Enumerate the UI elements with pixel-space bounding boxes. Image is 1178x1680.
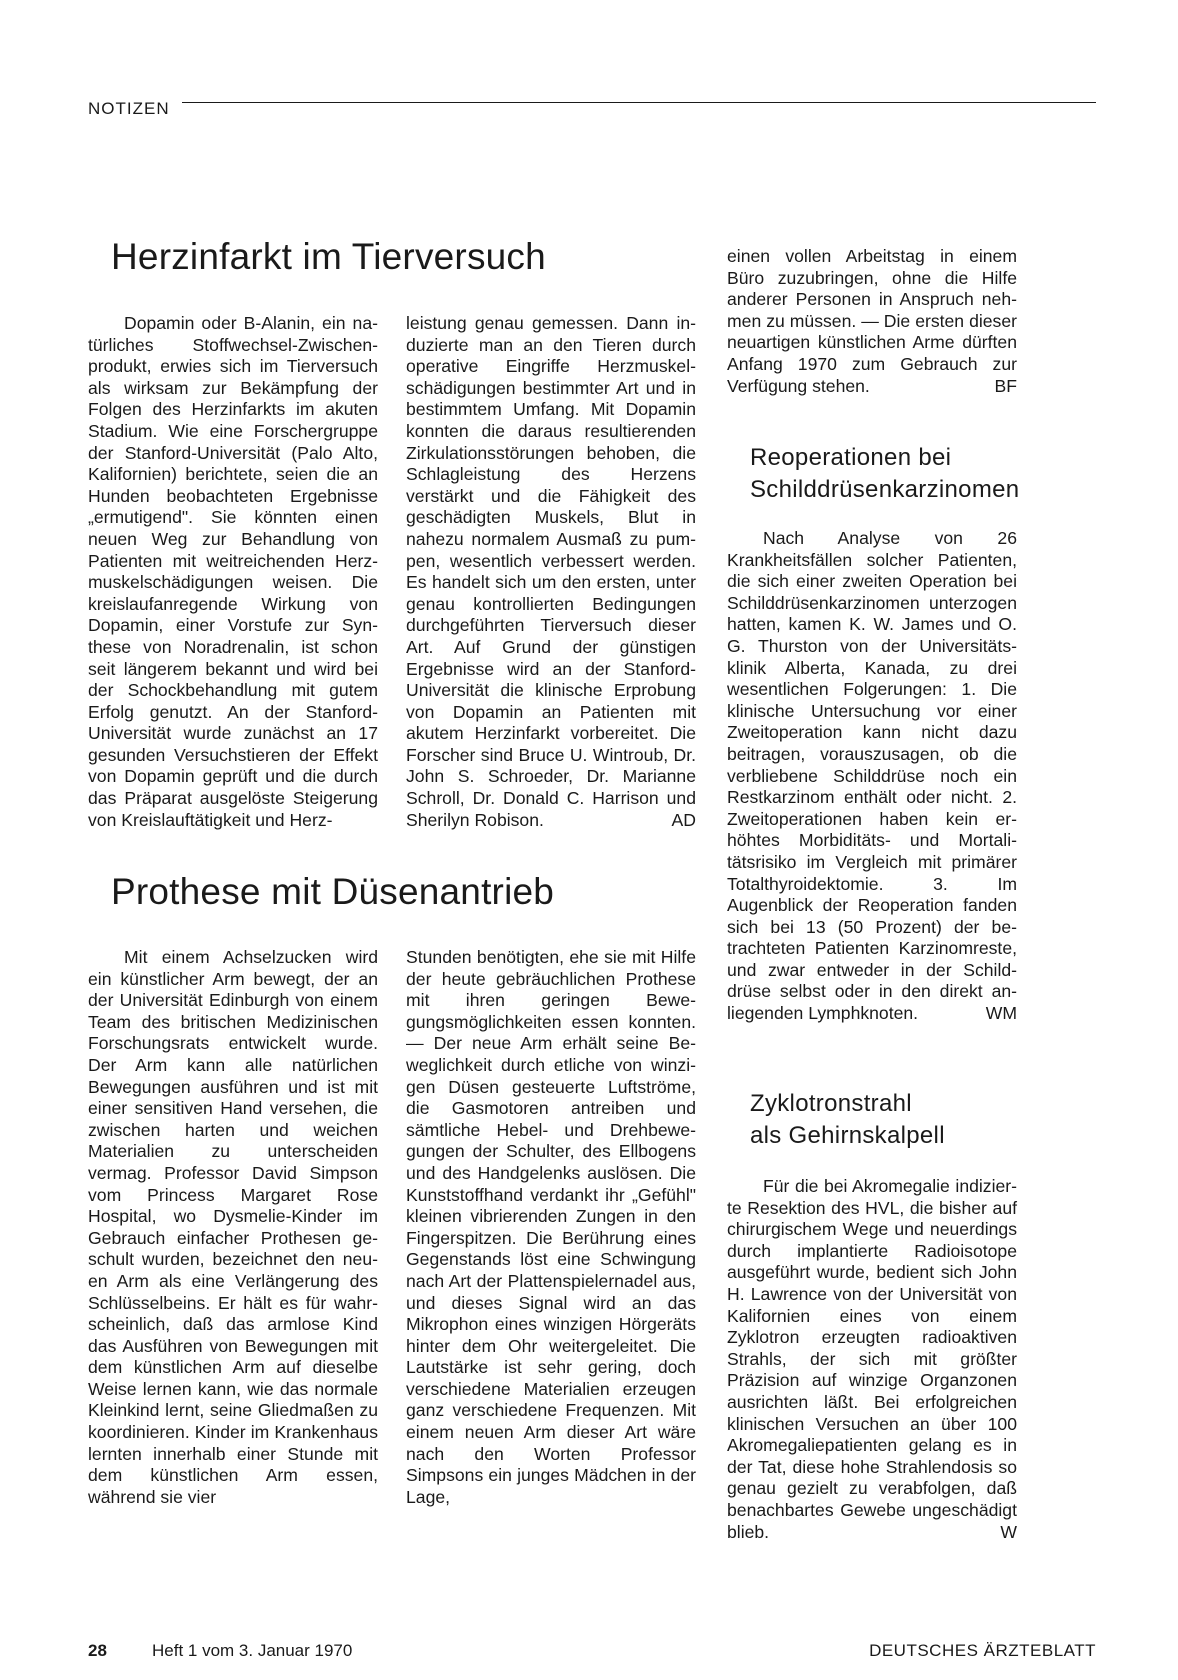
article-body-text: Dopamin oder B-Alanin, ein natürliches Stoffwechsel-Zwischenprodukt, erwies sich im Tierversuch als wirksam zur Bekämpfung der Folgen des Herzinfarkts im akuten Stadium. Wie eine Forschergruppe der Stanford-Universität (Palo Alto, Kalifornien) berichtete, seien die an Hunden beobachteten Ergebnisse „ermutigend". Sie könnten einen neuen Weg zur Behandlung von Patienten mit weitreichenden Herzmuskelschädigungen weisen. Die kreislaufanregende Wirkung von Dopamin, einer Vorstufe zur Synthese von Noradrenalin, ist schon seit längerem bekannt und wird bei der Schockbehandlung mit gutem Erfolg genutzt. An der Stanford-Universität wurde zunächst an 17 gesunden Versuchstieren der Effekt von Dopamin geprüft und die durch das Präparat ausgelöste Steigerung von Kreislauftätigkeit und Herz- <box>88 313 378 830</box>
title-line: als Gehirnskalpell <box>750 1122 945 1149</box>
article-title-zyklotron <box>750 1088 945 1152</box>
section-label: NOTIZEN <box>88 99 170 118</box>
page-number: 28 <box>88 1641 107 1660</box>
issue-info: Heft 1 vom 3. Januar 1970 <box>152 1641 353 1660</box>
article-title-herzinfarkt: Herzinfarkt im Tierversuch <box>111 236 546 277</box>
article-reoperationen-body <box>727 528 1017 1025</box>
title-line: Schilddrüsenkarzinomen <box>750 476 1020 503</box>
header-rule <box>182 102 1096 103</box>
article-prothese-col2 <box>406 947 696 1508</box>
author-signature: WM <box>985 1003 1017 1024</box>
author-signature: W <box>1000 1521 1017 1542</box>
article-body-text: einen vollen Arbeitstag in einem Büro zuzubringen, ohne die Hilfe anderer Personen in Anspruch nehmen zu müssen. — Die ersten dieser neuartigen künstlichen Arme dürften Anfang 1970 zum Gebrauch zur Verfügung stehen. <box>727 246 1017 396</box>
article-title-reoperationen <box>750 442 1019 506</box>
author-signature: BF <box>994 375 1017 396</box>
journal-name: DEUTSCHES ÄRZTEBLATT <box>869 1641 1096 1660</box>
article-zyklotron-body <box>727 1176 1017 1543</box>
article-herzinfarkt-col2 <box>406 313 696 831</box>
article-body-text: Stunden benötigten, ehe sie mit Hilfe der heute gebräuchlichen Prothese mit ihren geringen Bewegungsmöglichkeiten essen konnten. — Der neue Arm erhält seine Beweglichkeit durch etliche von winzigen Düsen gesteuerte Luftströme, die Gasmotoren antreiben und sämtliche Hebel- und Drehbewegungen der Schulter, des Ellbogens und des Handgelenks auslösen. Die Kunststoffhand verdankt ihr „Gefühl" kleinen vibrierenden Zungen in den Fingerspitzen. Die Berührung eines Gegenstands löst eine Schwingung nach Art der Plattenspielernadel aus, und dieses Signal wird an das Mikrophon eines winzigen Hörgeräts hinter dem Ohr weitergeleitet. Die Lautstärke ist sehr gering, doch verschiedene Materialien erzeugen ganz verschiedene Frequenzen. Mit einem neuen Arm dieser Art wäre nach den Worten Professor Simpsons ein junges Mädchen in der Lage, <box>406 947 696 1507</box>
article-prothese-col1 <box>88 947 378 1508</box>
article-title-prothese: Prothese mit Düsenantrieb <box>111 871 555 912</box>
title-line: Reoperationen bei <box>750 444 952 471</box>
article-herzinfarkt-col1 <box>88 313 378 831</box>
article-body-text: Mit einem Achselzucken wird ein künstlicher Arm bewegt, der an der Universität Edinburgh von einem Team des britischen Medizinischen Forschungsrats entwickelt wurde. Der Arm kann alle natürlichen Bewegungen ausführen und ist mit einer sensitiven Hand versehen, die zwischen harten und weichen Materialien zu unterscheiden vermag. Professor David Simpson vom Princess Margaret Rose Hospital, wo Dysmelie-Kinder im Gebrauch einfacher Prothesen geschult wurden, bezeichnet den neuen Arm als eine Verlängerung des Schlüsselbeins. Er hält es für wahrscheinlich, daß das armlose Kind das Ausführen von Bewegungen mit dem künstlichen Arm auf dieselbe Weise lernen kann, wie das normale Kleinkind lernt, seine Gliedmaßen zu koordinieren. Kinder im Krankenhaus lernten innerhalb einer Stunde mit dem künstlichen Arm essen, während sie vier <box>88 947 378 1507</box>
title-line: Zyklotronstrahl <box>750 1090 912 1117</box>
article-body-text: Nach Analyse von 26 Krankheitsfällen solcher Patienten, die sich einer zweiten Operation bei Schilddrüsenkarzinomen unterzogen hatten, kamen K. W. James und O. G. Thurston von der Universitätsklinik Alberta, Kanada, zu drei wesentlichen Folgerungen: 1. Die klinische Untersuchung vor einer Zweitoperation kann nicht dazu beitragen, vorauszusagen, ob die verbliebene Schilddrüse noch ein Restkarzinom enthält oder nicht. 2. Zweitoperationen haben kein erhöhtes Morbiditäts- und Mortalitätsrisiko im Vergleich mit primärer Totalthyroidektomie. 3. Im Augenblick der Reoperation fanden sich bei 13 (50 Prozent) der betrachteten Patienten Karzinomreste, und zwar entweder in der Schilddrüse selbst oder in den direkt anliegenden Lymphknoten. <box>727 528 1017 1024</box>
article-prothese-col3 <box>727 246 1017 397</box>
author-signature: AD <box>671 809 696 830</box>
article-body-text: leistung genau gemessen. Dann induzierte man an den Tieren durch operative Eingriffe Herzmuskelschädigungen bestimmter Art und in bestimmtem Umfang. Mit Dopamin konnten die daraus resultierenden Zirkulationsstörungen behoben, die Schlagleistung des Herzens verstärkt und die Fähigkeit des geschädigten Muskels, Blut in nahezu normalem Ausmaß zu pumpen, wesentlich verbessert werden. Es handelt sich um den ersten, unter genau kontrollierten Bedingungen durchgeführten Tierversuch dieser Art. Auf Grund der günstigen Ergebnisse wird an der Stanford-Universität die klinische Erprobung von Dopamin an Patienten mit akutem Herzinfarkt vorbereitet. Die Forscher sind Bruce U. Wintroub, Dr. John S. Schroeder, Dr. Marianne Schroll, Dr. Donald C. Harrison und Sherilyn Robison. <box>406 313 696 830</box>
article-body-text: Für die bei Akromegalie indizierte Resektion des HVL, die bisher auf chirurgischem Wege und neuerdings durch implantierte Radioisotope ausgeführt wurde, bedient sich John H. Lawrence von der Universität von Kalifornien eines von einem Zyklotron erzeugten radioaktiven Strahls, der sich mit größter Präzision auf winzige Organzonen ausrichten läßt. Bei erfolgreichen klinischen Versuchen an über 100 Akromegaliepatienten gelang es in der Tat, diese hohe Strahlendosis so genau gezielt zu verabfolgen, daß benachbartes Gewebe ungeschädigt blieb. <box>727 1176 1017 1542</box>
